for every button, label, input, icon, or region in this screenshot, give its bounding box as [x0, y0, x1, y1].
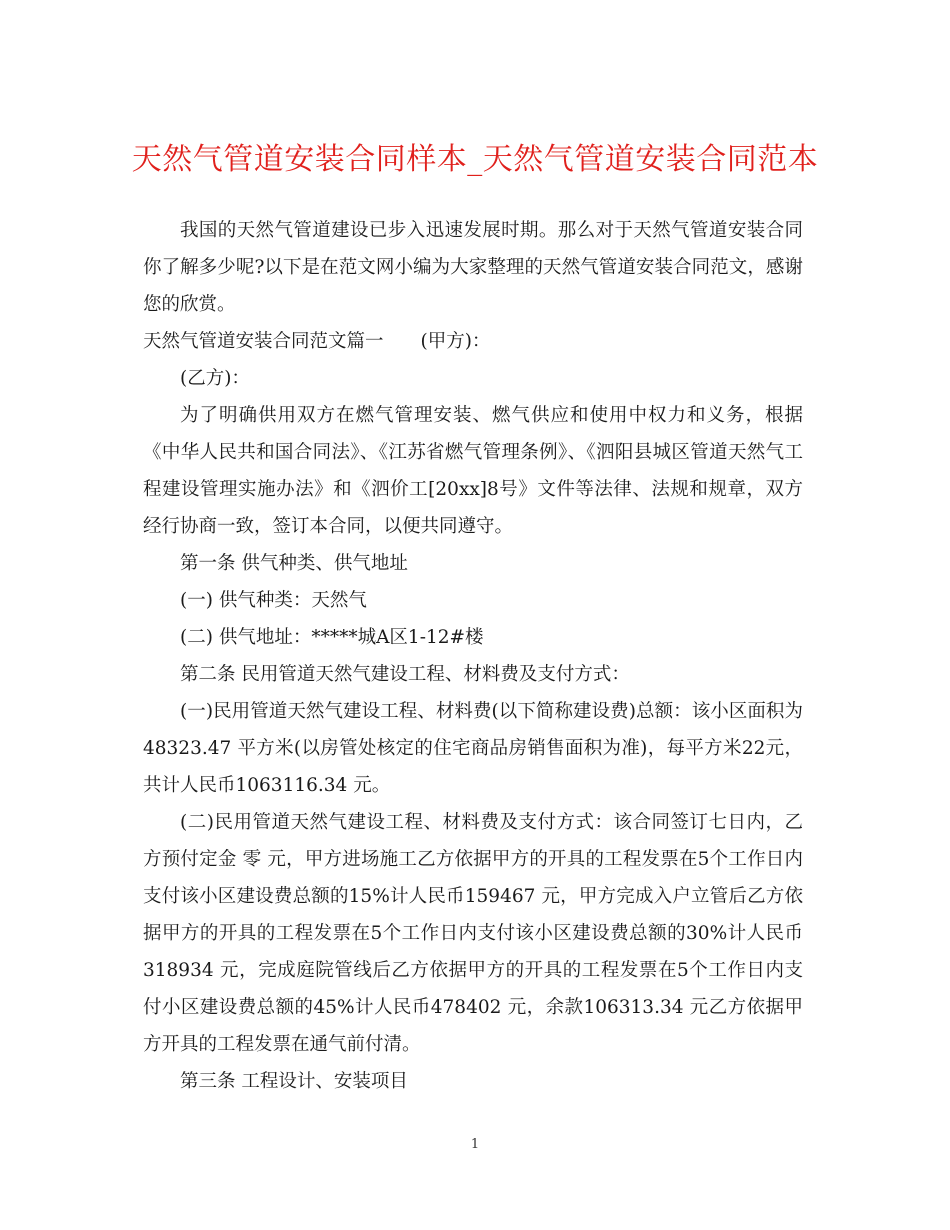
intro-paragraph: 我国的天然气管道建设已步入迅速发展时期。那么对于天然气管道安装合同你了解多少呢?以下是在范文网小编为大家整理的天然气管道安装合同范文，感谢您的欣赏。	[143, 220, 803, 315]
gas-type-line: (一) 供气种类：天然气	[180, 590, 367, 611]
gas-address-line: (二) 供气地址：*****城A区1-12#楼	[180, 627, 484, 648]
article-1-heading: 第一条 供气种类、供气地址	[180, 553, 408, 574]
contract-heading-party-a: 天然气管道安装合同范文篇一 (甲方)：	[143, 331, 491, 352]
article-2-heading: 第二条 民用管道天然气建设工程、材料费及支付方式：	[180, 664, 630, 685]
construction-fee-paragraph: (一)民用管道天然气建设工程、材料费(以下简称建设费)总额：该小区面积为48323.47 平方米(以房管处核定的住宅商品房销售面积为准)，每平方米22元，共计人民币1063116.34 元。	[143, 701, 803, 796]
page-number: 1	[470, 1137, 480, 1152]
document-title: 天然气管道安装合同样本_天然气管道安装合同范本	[131, 142, 819, 177]
party-b-line: (乙方)：	[180, 368, 250, 389]
document-body	[143, 212, 803, 1100]
purpose-paragraph: 为了明确供用双方在燃气管理安装、燃气供应和使用中权力和义务，根据《中华人民共和国合同法》、《江苏省燃气管理条例》、《泗阳县城区管道天然气工程建设管理实施办法》和《泗价工[20xx]8号》文件等法律、法规和规章，双方经行协商一致，签订本合同，以便共同遵守。	[143, 405, 803, 537]
payment-terms-paragraph: (二)民用管道天然气建设工程、材料费及支付方式：该合同签订七日内，乙方预付定金 零 元，甲方进场施工乙方依据甲方的开具的工程发票在5个工作日内支付该小区建设费总额的15%计人民币159467 元，甲方完成入户立管后乙方依据甲方的开具的工程发票在5个工作日内支付该小区建设费总额的30%计人民币318934 元，完成庭院管线后乙方依据甲方的开具的工程发票在5个工作日内支付小区建设费总额的45%计人民币478402 元，余款106313.34 元乙方依据甲方开具的工程发票在通气前付清。	[143, 812, 803, 1055]
article-3-heading: 第三条 工程设计、安装项目	[180, 1071, 408, 1092]
